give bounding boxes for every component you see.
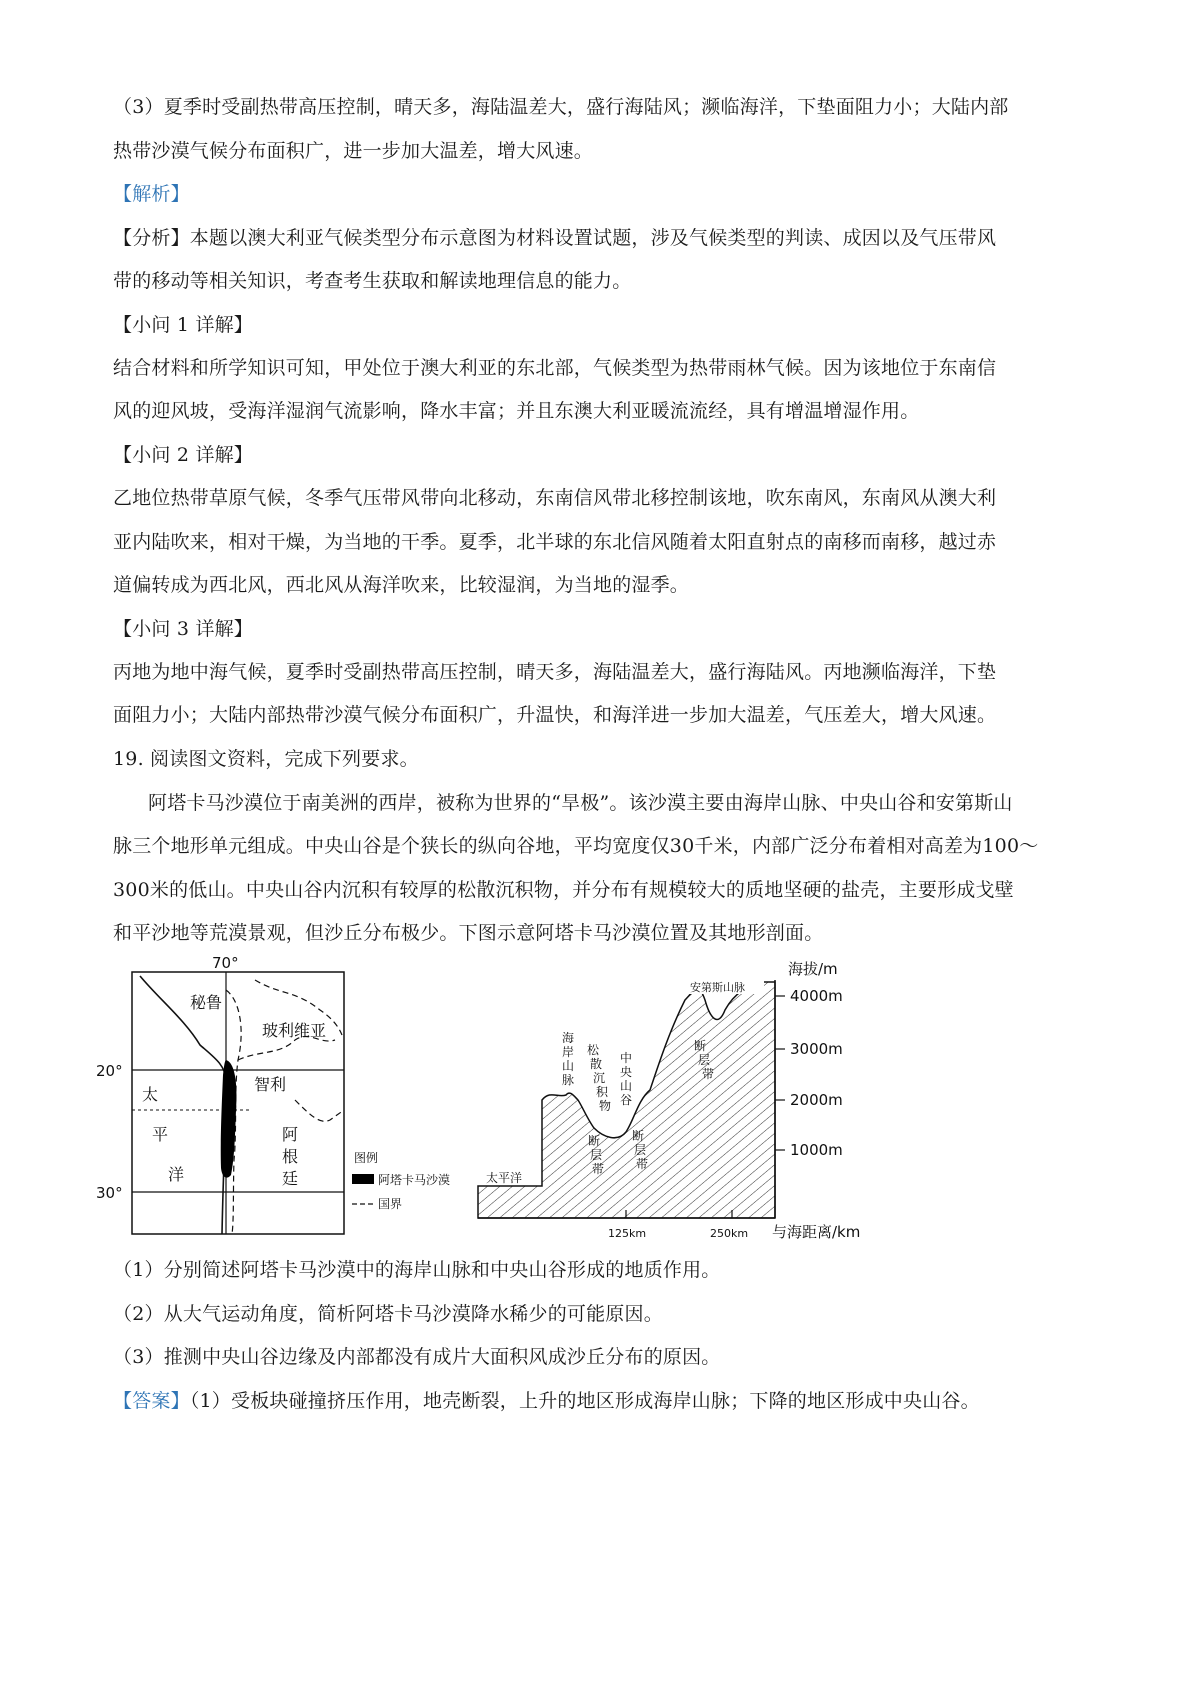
fault3-char-3: 带 (702, 1067, 715, 1081)
valley-char-2: 央 (620, 1065, 633, 1079)
valley-char-1: 中 (620, 1051, 633, 1065)
sediment-char-5: 物 (599, 1099, 612, 1113)
lat-20-label: 20° (96, 1062, 123, 1080)
fault2-char-2: 层 (634, 1143, 647, 1157)
border-paraguay (295, 1100, 344, 1121)
answer-label: 【答案】 (113, 1390, 190, 1412)
ocean-char-3: 洋 (168, 1165, 185, 1184)
question19-answer (113, 1389, 980, 1413)
x-axis-title: 与海距离/km (772, 1223, 861, 1241)
sediment-char-3: 沉 (593, 1071, 606, 1085)
analysis-heading: 【解析】 (113, 183, 190, 205)
legend-border-label: 国界 (378, 1197, 403, 1211)
question19-para3: 300米的低山。中央山谷内沉积有较厚的松散沉积物，并分布有规模较大的质地坚硬的盐壳，主要形成戈壁 (113, 879, 1014, 901)
argentina-char-1: 阿 (282, 1125, 299, 1144)
fault1-char-3: 带 (592, 1162, 605, 1176)
fault1-char-2: 层 (590, 1148, 603, 1162)
q3-line1: 丙地为地中海气候，夏季时受副热带高压控制，晴天多，海陆温差大，盛行海陆风。丙地濒临海洋，下垫 (113, 661, 997, 683)
lon-70-label: 70° (212, 954, 239, 972)
argentina-char-2: 根 (282, 1147, 299, 1166)
q1-heading: 【小问 1 详解】 (113, 314, 253, 336)
analysis-line2: 带的移动等相关知识，考查考生获取和解读地理信息的能力。 (113, 270, 632, 292)
sediment-char-4: 积 (596, 1085, 609, 1099)
question19-title: 19. 阅读图文资料，完成下列要求。 (113, 748, 419, 770)
question19-para2: 脉三个地形单元组成。中央山谷是个狭长的纵向谷地，平均宽度仅30千米，内部广泛分布着相对高差为100～ (113, 835, 1039, 857)
border-bolivia (238, 1036, 335, 1060)
pacific-label: 太平洋 (486, 1171, 523, 1185)
fault2-char-1: 断 (632, 1129, 645, 1143)
q2-heading: 【小问 2 详解】 (113, 444, 253, 466)
coastal-range-char-4: 脉 (562, 1073, 575, 1087)
q2-line1: 乙地位热带草原气候，冬季气压带风带向北移动，东南信风带北移控制该地，吹东南风，东南风从澳大利 (113, 487, 997, 509)
question19-para1: 阿塔卡马沙漠位于南美洲的西岸，被称为世界的“旱极”。该沙漠主要由海岸山脉、中央山谷和安第斯山 (148, 792, 1013, 814)
lat-30-label: 30° (96, 1184, 123, 1202)
question19-para4: 和平沙地等荒漠景观，但沙丘分布极少。下图示意阿塔卡马沙漠位置及其地形剖面。 (113, 922, 824, 944)
x-label-250: 250km (710, 1227, 749, 1240)
andes-label: 安第斯山脉 (690, 981, 745, 994)
analysis-line1: 【分析】本题以澳大利亚气候类型分布示意图为材料设置试题，涉及气候类型的判读、成因以及气压带风 (113, 227, 997, 249)
y-label-3000: 3000m (790, 1040, 843, 1058)
argentina-char-3: 廷 (282, 1169, 299, 1188)
peru-label: 秘鲁 (190, 993, 223, 1012)
coastal-range-char-2: 岸 (562, 1045, 575, 1059)
q1-line1: 结合材料和所学知识可知，甲处位于澳大利亚的东北部，气候类型为热带雨林气候。因为该地位于东南信 (113, 357, 997, 379)
sediment-char-2: 散 (590, 1057, 603, 1071)
ocean-char-2: 平 (152, 1125, 169, 1144)
chile-label: 智利 (254, 1075, 287, 1094)
prev-answer-line2: 热带沙漠气候分布面积广，进一步加大温差，增大风速。 (113, 140, 594, 162)
y-label-2000: 2000m (790, 1091, 843, 1109)
q3-heading: 【小问 3 详解】 (113, 618, 253, 640)
location-map (96, 950, 470, 1240)
legend-desert-label: 阿塔卡马沙漠 (378, 1173, 451, 1187)
y-label-1000: 1000m (790, 1141, 843, 1159)
question19-sub3: （3）推测中央山谷边缘及内部都没有成片大面积风成沙丘分布的原因。 (113, 1346, 721, 1368)
q2-line3: 道偏转成为西北风，西北风从海洋吹来，比较湿润，为当地的湿季。 (113, 574, 690, 596)
y-axis-title: 海拔/m (788, 960, 838, 978)
q3-line2: 面阻力小；大陆内部热带沙漠气候分布面积广，升温快，和海洋进一步加大温差，气压差大，增大风速。 (113, 704, 997, 726)
question19-sub2: （2）从大气运动角度，简析阿塔卡马沙漠降水稀少的可能原因。 (113, 1303, 663, 1325)
answer-text: （1）受板块碰撞挤压作用，地壳断裂，上升的地区形成海岸山脉；下降的地区形成中央山谷。 (189, 1390, 980, 1412)
y-label-4000: 4000m (790, 987, 843, 1005)
terrain-profile (470, 950, 880, 1242)
valley-char-4: 谷 (620, 1093, 633, 1107)
question19-sub1: （1）分别简述阿塔卡马沙漠中的海岸山脉和中央山谷形成的地质作用。 (113, 1259, 721, 1281)
coastline (140, 976, 226, 1234)
x-label-125: 125km (608, 1227, 647, 1240)
prev-answer-line1: （3）夏季时受副热带高压控制，晴天多，海陆温差大，盛行海陆风；濒临海洋，下垫面阻力小；大陆内部 (113, 96, 1009, 118)
legend-title: 图例 (354, 1151, 379, 1165)
coastal-range-char-1: 海 (562, 1031, 575, 1045)
q2-line2: 亚内陆吹来，相对干燥，为当地的干季。夏季，北半球的东北信风随着太阳直射点的南移而南移，越过赤 (113, 531, 997, 553)
q1-line2: 风的迎风坡，受海洋湿润气流影响，降水丰富；并且东澳大利亚暖流流经，具有增温增湿作用。 (113, 400, 920, 422)
fault3-char-2: 层 (698, 1053, 711, 1067)
legend-desert-swatch (352, 1174, 374, 1184)
valley-char-3: 山 (620, 1079, 633, 1093)
fault1-char-1: 断 (588, 1134, 601, 1148)
sediment-char-1: 松 (587, 1043, 600, 1057)
bolivia-label: 玻利维亚 (262, 1021, 327, 1040)
fault3-char-1: 断 (694, 1039, 707, 1053)
ocean-char-1: 太 (142, 1085, 159, 1104)
fault2-char-3: 带 (636, 1157, 649, 1171)
coastal-range-char-3: 山 (562, 1059, 575, 1073)
